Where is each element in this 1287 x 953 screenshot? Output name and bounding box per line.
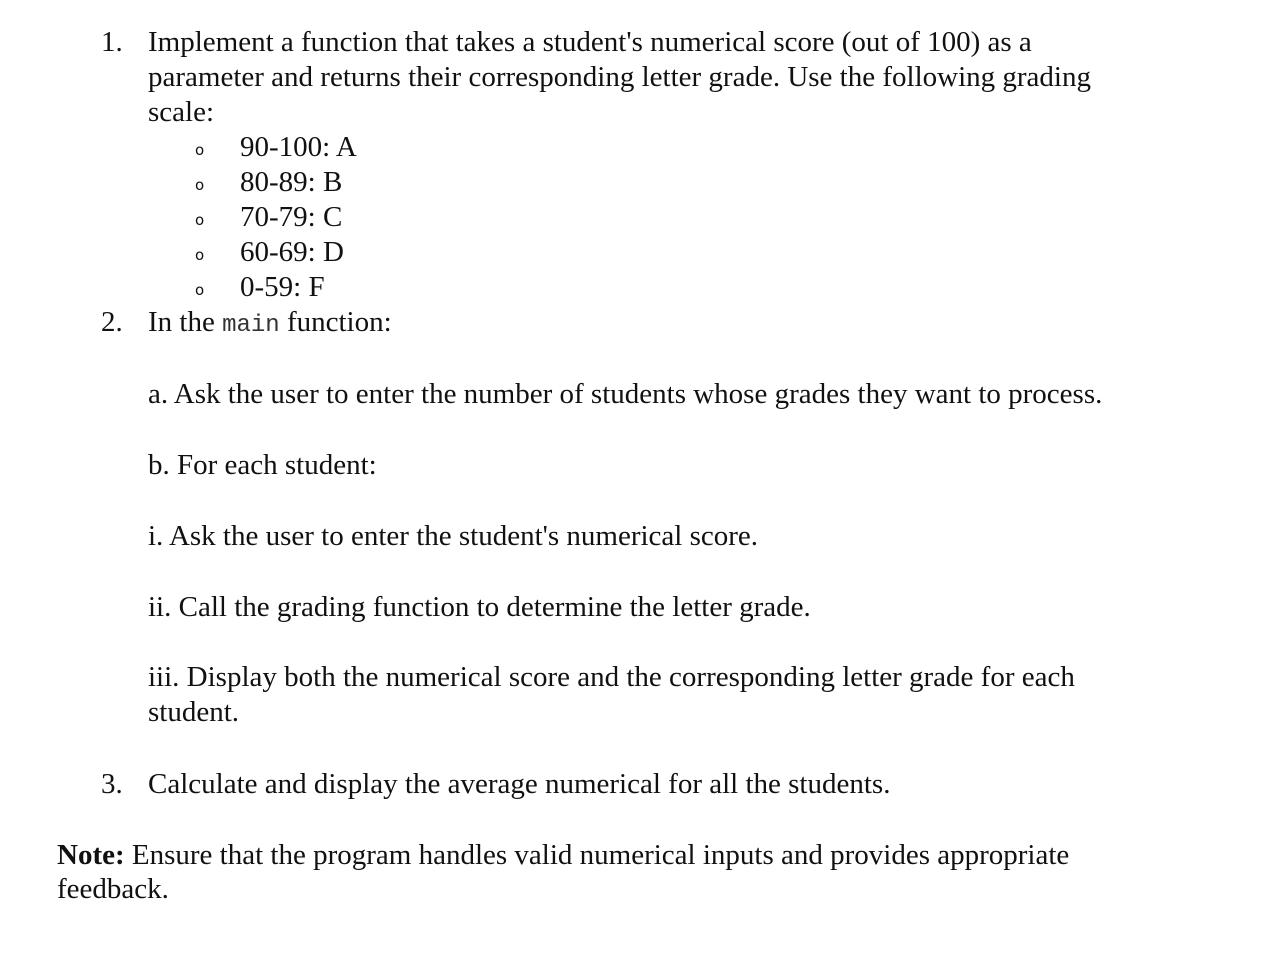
item-3-number: 3. xyxy=(101,768,123,800)
item-1-number: 1. xyxy=(101,26,123,58)
scale-bullet-icon: o xyxy=(195,281,205,299)
scale-bullet-icon: o xyxy=(195,246,205,264)
scale-item-b: 80-89: B xyxy=(240,166,343,198)
item-2-number: 2. xyxy=(101,306,123,338)
item-1-text-line-1: Implement a function that takes a student's numerical score (out of 100) as a xyxy=(148,26,1032,58)
note-line-2: feedback. xyxy=(57,873,169,905)
note-text: Ensure that the program handles valid numerical inputs and provides appropriate xyxy=(131,839,1070,871)
note-line-1 xyxy=(57,838,1069,873)
scale-bullet-icon: o xyxy=(195,141,205,159)
item-3-text: Calculate and display the average numerical for all the students. xyxy=(148,768,891,800)
item-2-heading xyxy=(148,305,392,343)
step-b: b. For each student: xyxy=(148,449,377,481)
note-label: Note: xyxy=(57,839,125,871)
item-2-prefix: In the xyxy=(148,306,215,338)
scale-item-c: 70-79: C xyxy=(240,201,343,233)
step-iii-line-2: student. xyxy=(148,696,240,728)
code-main: main xyxy=(222,312,280,339)
scale-item-d: 60-69: D xyxy=(240,236,344,268)
step-iii-line-1: iii. Display both the numerical score and the corresponding letter grade for each xyxy=(148,661,1075,693)
item-2-suffix: function: xyxy=(286,306,392,338)
scale-item-f: 0-59: F xyxy=(240,271,325,303)
step-ii: ii. Call the grading function to determine the letter grade. xyxy=(148,591,811,623)
item-1-text-line-3: scale: xyxy=(148,96,215,128)
scale-item-a: 90-100: A xyxy=(240,131,357,163)
step-a: a. Ask the user to enter the number of students whose grades they want to process. xyxy=(148,378,1103,410)
step-i: i. Ask the user to enter the student's numerical score. xyxy=(148,520,759,552)
scale-bullet-icon: o xyxy=(195,176,205,194)
scale-bullet-icon: o xyxy=(195,211,205,229)
item-1-text-line-2: parameter and returns their corresponding letter grade. Use the following grading xyxy=(148,61,1091,93)
